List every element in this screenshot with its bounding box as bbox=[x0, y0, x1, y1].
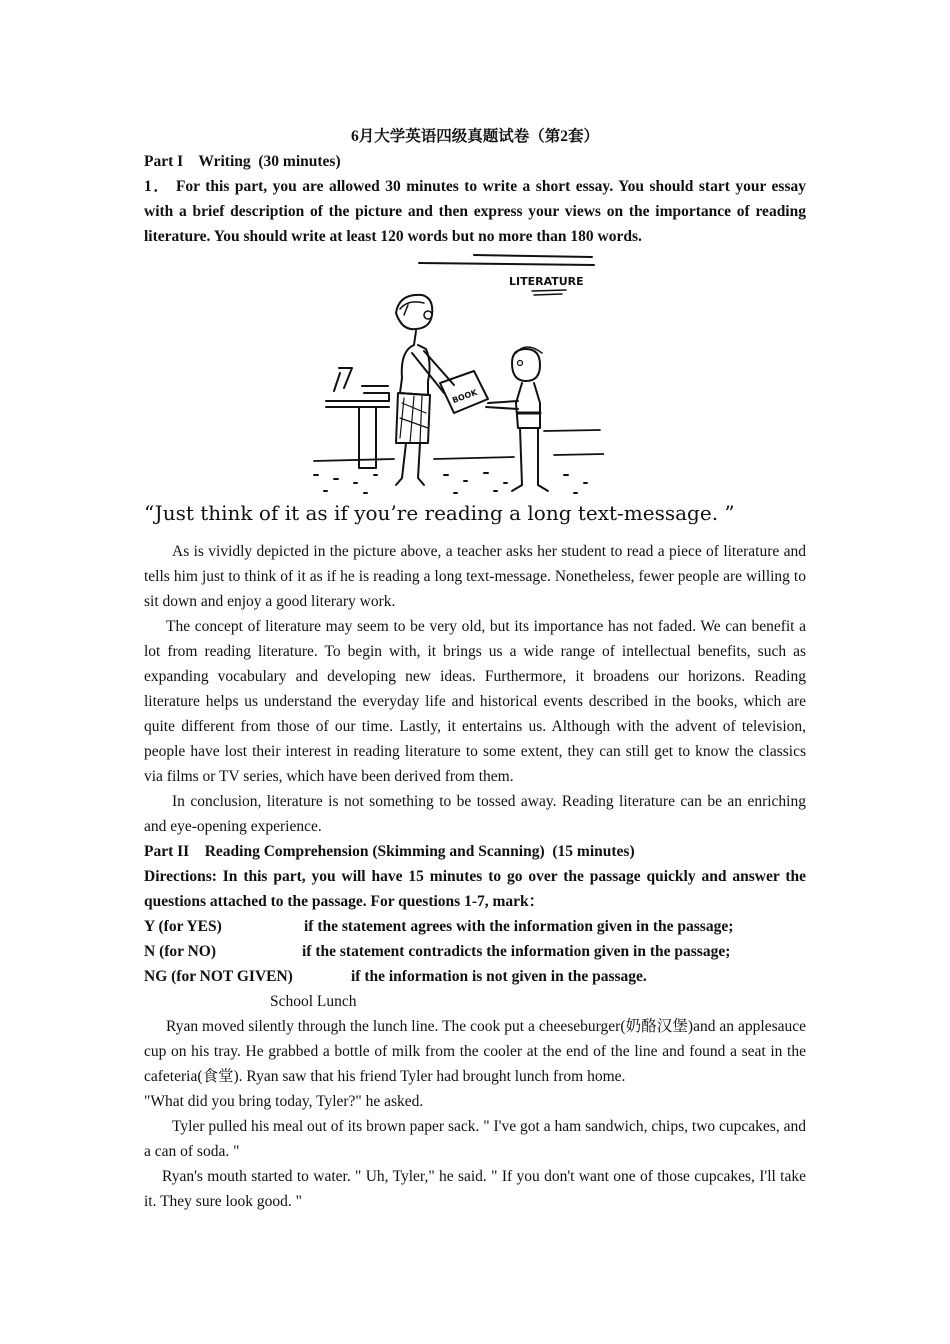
document-title: 6月大学英语四级真题试卷（第2套） bbox=[350, 128, 599, 145]
mark-meaning: if the statement agrees with the information given in the passage; bbox=[304, 918, 734, 935]
cartoon-caption: “Just think of it as if you’re reading a long text-message. ” bbox=[144, 501, 735, 525]
passage-paragraph: Ryan's mouth started to water. " Uh, Tyler," he said. " If you don't want one of those cupcakes, I'll take it. They sure look good. " bbox=[144, 1168, 806, 1210]
passage-paragraph: "What did you bring today, Tyler?" he asked. bbox=[144, 1093, 424, 1110]
passage-paragraph: Tyler pulled his meal out of its brown paper sack. " I've got a ham sandwich, chips, two cupcakes, and a can of soda. " bbox=[144, 1118, 806, 1160]
mark-code: NG (for NOT GIVEN) bbox=[144, 968, 293, 985]
mark-code: Y (for YES) bbox=[144, 918, 222, 935]
essay-paragraph: As is vividly depicted in the picture above, a teacher asks her student to read a piece of literature and tells him just to think of it as if he is reading a long text-message. Nonetheless, fewer people are willing to sit down and enjoy a good literary work. bbox=[144, 543, 806, 610]
passage-title: School Lunch bbox=[270, 993, 357, 1010]
mark-meaning: if the information is not given in the passage. bbox=[351, 968, 647, 985]
cartoon-figure bbox=[144, 249, 806, 539]
part2-heading: Part II Reading Comprehension (Skimming and Scanning) (15 minutes) bbox=[144, 843, 635, 860]
passage-paragraph: Ryan moved silently through the lunch line. The cook put a cheeseburger(奶酪汉堡)and an applesauce cup on his tray. He grabbed a bottle of milk from the cooler at the end of the line and found a seat in the cafeteria(食堂). Ryan saw that his friend Tyler had brought lunch from home. bbox=[144, 1018, 806, 1085]
essay-paragraph: In conclusion, literature is not something to be tossed away. Reading literature can be an enriching and eye-opening experience. bbox=[144, 793, 806, 835]
document-page bbox=[144, 124, 806, 1214]
book-label: BOOK bbox=[451, 387, 479, 406]
part1-heading: Part I Writing (30 minutes) bbox=[144, 153, 341, 170]
mark-row-not-given bbox=[144, 964, 806, 989]
part2-directions: Directions: In this part, you will have 15 minutes to go over the passage quickly and answer the questions attached to the passage. For questions 1-7, mark： bbox=[144, 868, 806, 910]
mark-meaning: if the statement contradicts the information given in the passage; bbox=[302, 943, 731, 960]
part1-instruction: 1． For this part, you are allowed 30 minutes to write a short essay. You should start your essay with a brief description of the picture and then express your views on the importance of reading literature. You should write at least 120 words but no more than 180 words. bbox=[144, 178, 806, 245]
mark-row-no bbox=[144, 939, 806, 964]
teacher-student-cartoon-illustration bbox=[304, 253, 604, 498]
mark-code: N (for NO) bbox=[144, 943, 217, 960]
essay-paragraph: The concept of literature may seem to be very old, but its importance has not faded. We can benefit a lot from reading literature. To begin with, it brings us a wide range of intellectual benefits, such as expanding vocabulary and developing new ideas. Furthermore, it broadens our horizons. Reading literature helps us understand the everyday life and historical events described in the books, which are quite different from those of our time. Lastly, it entertains us. Although with the advent of television, people have lost their interest in reading literature to some extent, they can still get to know the classics via films or TV series, which have been derived from them. bbox=[144, 618, 806, 785]
mark-row-yes bbox=[144, 914, 806, 939]
literature-sign-label: LITERATURE bbox=[509, 275, 584, 288]
